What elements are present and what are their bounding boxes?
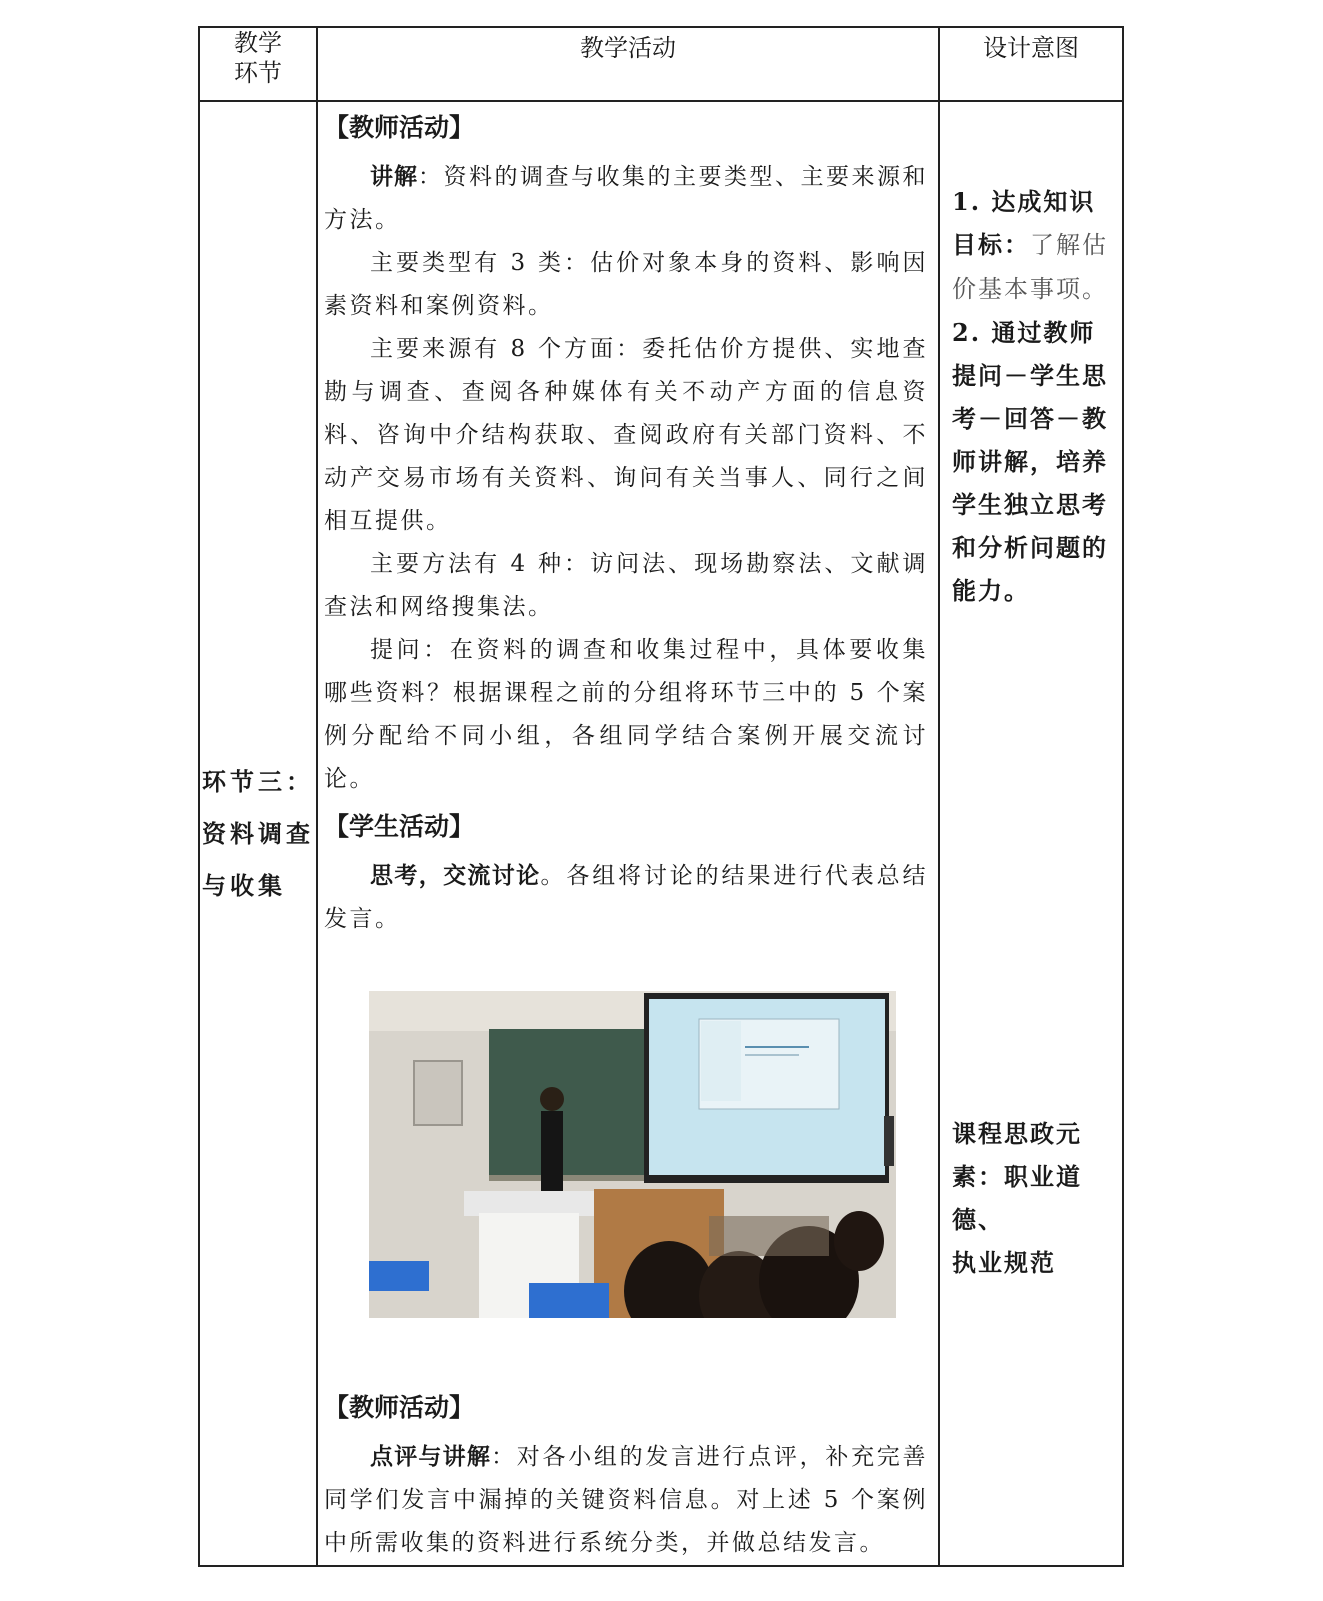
header-stage [199,27,317,101]
student-keyword: 思考，交流讨论 [370,863,541,889]
header-activity: 教学活动 [317,27,939,101]
intent-point-1 [952,180,1118,311]
review-paragraph [324,1436,928,1565]
stage-line1: 环节三： [202,766,314,796]
lecture-paragraph [324,156,928,242]
question-paragraph: 提问：在资料的调查和收集过程中，具体要收集哪些资料？根据课程之前的分组将环节三中的 5 个案例分配给不同小组，各组同学结合案例开展交流讨论。 [324,637,928,792]
stage-line3: 与收集 [202,870,286,900]
intent-point-1-text: 了解估价基本事项。 [952,231,1108,303]
student-paragraph [324,855,928,941]
lecture-keyword: 讲解 [370,164,418,190]
types-paragraph: 主要类型有 3 类：估价对象本身的资料、影响因素资料和案例资料。 [324,250,928,319]
header-row [199,27,1123,101]
activity-cell [317,101,939,1566]
ideological-line-1: 课程思政元素：职业道德、 [952,1119,1082,1234]
ideological-elements [952,1112,1122,1284]
header-stage-line2: 环节 [234,59,282,87]
content-row [199,101,1123,1566]
header-stage-line1: 教学 [234,29,282,57]
lesson-plan-table [198,26,1124,1567]
header-intent: 设计意图 [939,27,1123,101]
intent-point-1-label: 1. 达成知识目标： [952,187,1096,259]
student-activity-title: 【学生活动】 [324,812,475,841]
intent-cell [939,101,1123,1566]
student-text: 。各组将讨论的结果进行代表总结发言。 [324,863,929,932]
stage-cell [199,101,317,1566]
sources-paragraph: 主要来源有 8 个方面：委托估价方提供、实地查勘与调查、查阅各种媒体有关不动产方面的信息资料、咨询中介结构获取、查阅政府有关部门资料、不动产交易市场有关资料、询问有关当事人、同行之间相互提供。 [324,336,928,534]
teacher-activity-title: 【教师活动】 [324,113,475,142]
methods-paragraph: 主要方法有 4 种：访问法、现场勘察法、文献调查法和网络搜集法。 [324,551,928,620]
classroom-photo [369,991,896,1318]
ideological-line-2: 执业规范 [952,1248,1056,1277]
teacher-activity-2-title: 【教师活动】 [324,1393,475,1422]
intent-point-2: 2. 通过教师提问－学生思考－回答－教师讲解，培养学生独立思考和分析问题的能力。 [952,318,1108,605]
stage-line2: 资料调查 [202,818,314,848]
lecture-text: ：资料的调查与收集的主要类型、主要来源和方法。 [324,164,928,233]
review-text: ：对各小组的发言进行点评，补充完善同学们发言中漏掉的关键资料信息。对上述 5 个案例中所需收集的资料进行系统分类，并做总结发言。 [324,1444,929,1556]
classroom-photo-image [369,991,896,1318]
review-keyword: 点评与讲解 [370,1444,492,1470]
